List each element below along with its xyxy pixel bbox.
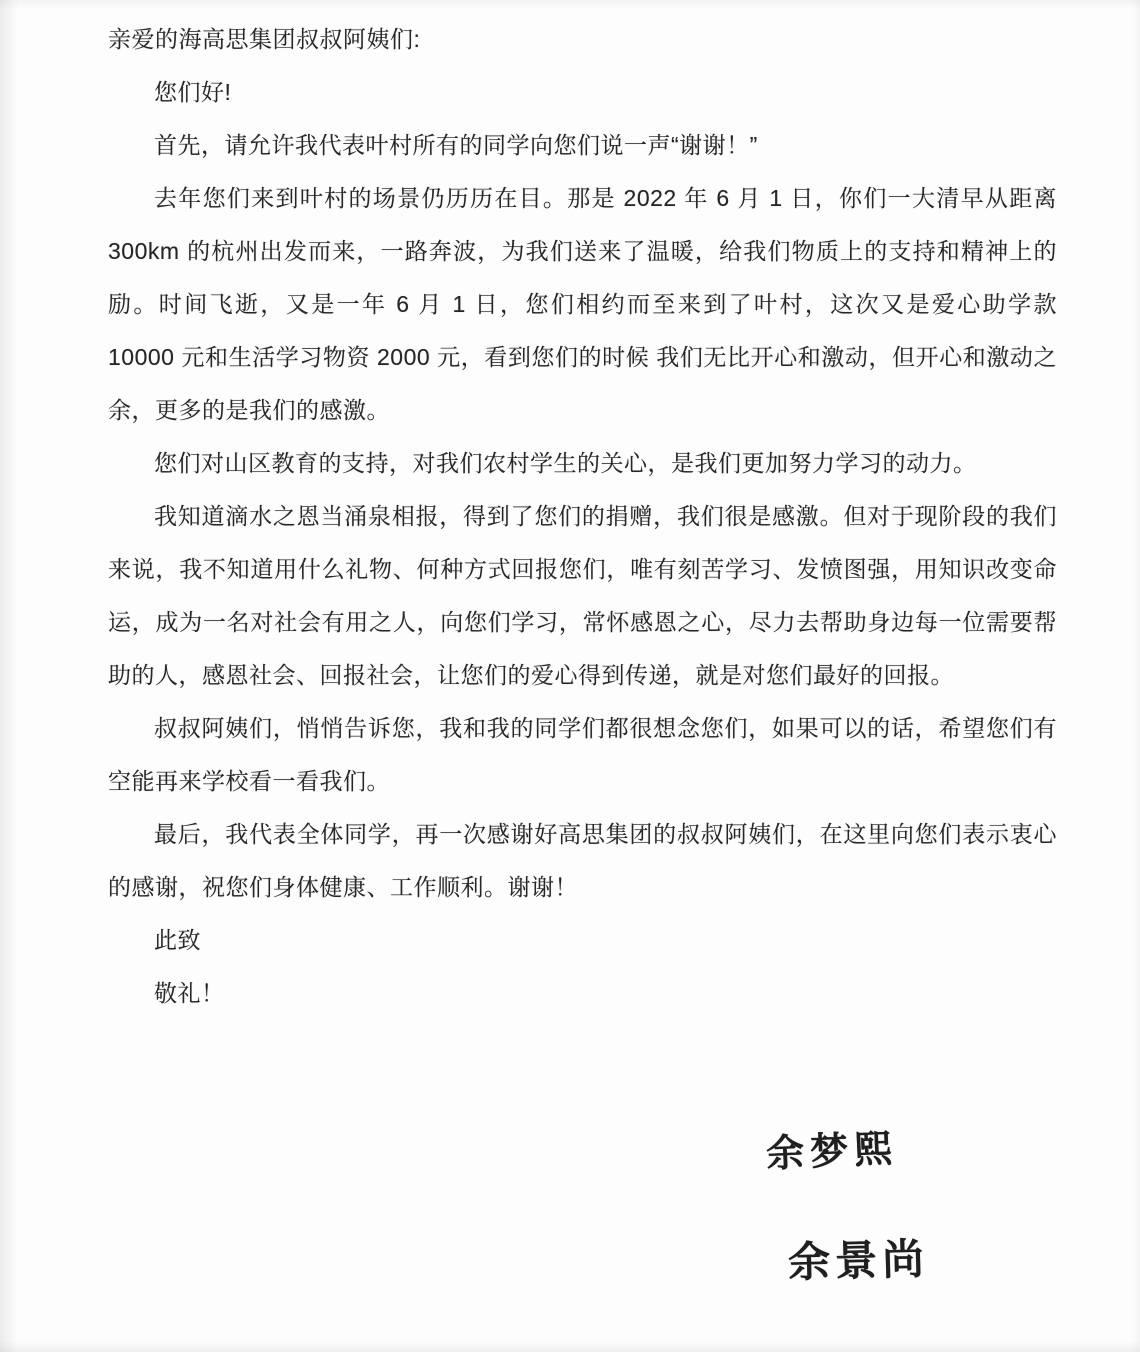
letter-paragraph-visit-recollection: 去年您们来到叶村的场景仍历历在目。那是 2022 年 6 月 1 日，你们一大清早从距离 300km 的杭州出发而来，一路奔波，为我们送来了温暖，给我们物质上的支持和精神上的励。时间飞逝，又是一年 6 月 1 日，您们相约而至来到了叶村，这次又是爱心助学款 10000 元和生活学习物资 2000 元，看到您们的时候 我们无比开心和激动，但开心和激动之余，更多的是我们的感激。: [108, 185, 1057, 423]
photo-edge-shadow-top: [0, 0, 1140, 10]
letter-paragraph-final-thanks: 最后，我代表全体同学，再一次感谢好高思集团的叔叔阿姨们，在这里向您们表示衷心的感谢，祝您们身体健康、工作顺利。谢谢！: [108, 821, 1057, 900]
letter-salutation: 亲爱的海高思集团叔叔阿姨们:: [108, 26, 421, 52]
letter-paragraph-missing-you: 叔叔阿姨们，悄悄告诉您，我和我的同学们都很想念您们，如果可以的话，希望您们有空能再来学校看一看我们。: [108, 715, 1057, 794]
letter-paragraph-support-motivation: 您们对山区教育的支持，对我们农村学生的关心，是我们更加努力学习的动力。: [154, 450, 977, 476]
photo-edge-shadow-right: [1130, 0, 1140, 1352]
letter-body: [108, 13, 1057, 1020]
letter-closing-cizhi: 此致: [154, 927, 201, 953]
signature-handwritten-yumengxi: 余梦熙: [765, 1128, 900, 1176]
letter-closing-jingli: 敬礼！: [154, 980, 225, 1006]
letter-paragraph-gratitude-repayment: 我知道滴水之恩当涌泉相报，得到了您们的捐赠，我们很是感激。但对于现阶段的我们来说，我不知道用什么礼物、何种方式回报您们，唯有刻苦学习、发愤图强，用知识改变命运，成为一名对社会有用之人，向您们学习，常怀感恩之心，尽力去帮助身边每一位需要帮助的人，感恩社会、回报社会，让您们的爱心得到传递，就是对您们最好的回报。: [108, 503, 1057, 688]
letter-paragraph-thanks-opening: 首先，请允许我代表叶村所有的同学向您们说一声“谢谢！”: [154, 132, 758, 158]
signature-handwritten-yujingshang: 余景尚: [787, 1235, 930, 1286]
photo-edge-shadow-left: [0, 0, 18, 1352]
photo-edge-shadow-bottom: [0, 1340, 1140, 1352]
letter-paragraph-greeting: 您们好!: [154, 79, 232, 105]
